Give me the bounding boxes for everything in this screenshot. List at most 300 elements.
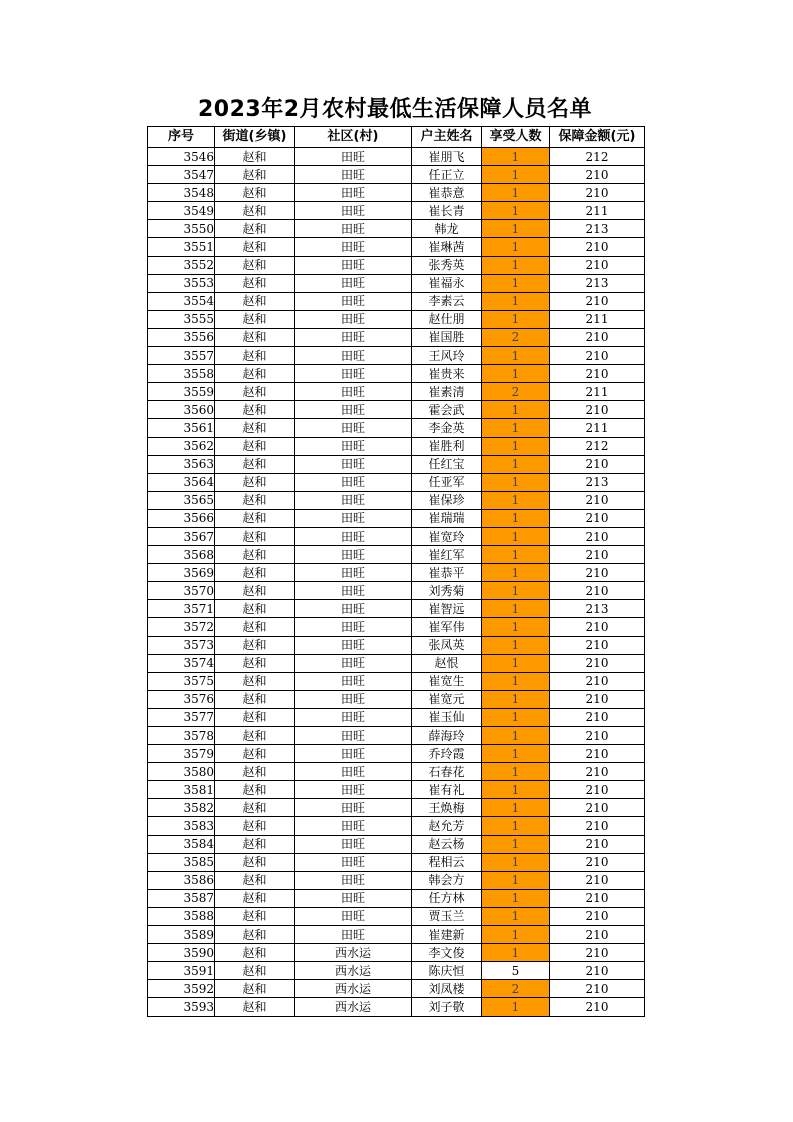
cell-beneficiary-count: 1	[482, 310, 550, 328]
cell-street: 赵和	[215, 817, 295, 835]
cell-village: 田旺	[295, 835, 412, 853]
cell-household-head: 崔军伟	[412, 618, 482, 636]
cell-beneficiary-count: 5	[482, 962, 550, 980]
cell-household-head: 薛海玲	[412, 727, 482, 745]
cell-household-head: 崔长青	[412, 202, 482, 220]
cell-seq: 3586	[148, 871, 215, 889]
cell-beneficiary-count: 1	[482, 238, 550, 256]
cell-street: 赵和	[215, 582, 295, 600]
cell-village: 田旺	[295, 166, 412, 184]
cell-street: 赵和	[215, 256, 295, 274]
cell-seq: 3577	[148, 708, 215, 726]
cell-street: 赵和	[215, 980, 295, 998]
table-row	[148, 672, 645, 690]
table-row	[148, 980, 645, 998]
cell-seq: 3560	[148, 401, 215, 419]
table-row	[148, 871, 645, 889]
cell-beneficiary-count: 1	[482, 256, 550, 274]
cell-street: 赵和	[215, 365, 295, 383]
cell-seq: 3588	[148, 907, 215, 925]
cell-seq: 3559	[148, 383, 215, 401]
cell-street: 赵和	[215, 546, 295, 564]
cell-household-head: 赵云杨	[412, 835, 482, 853]
table-row	[148, 365, 645, 383]
table-row	[148, 708, 645, 726]
cell-household-head: 王焕梅	[412, 799, 482, 817]
header-household-head: 户主姓名	[412, 127, 482, 148]
cell-street: 赵和	[215, 799, 295, 817]
table-row	[148, 799, 645, 817]
cell-seq: 3587	[148, 889, 215, 907]
cell-village: 田旺	[295, 853, 412, 871]
cell-beneficiary-count: 1	[482, 202, 550, 220]
cell-household-head: 张秀英	[412, 256, 482, 274]
cell-seq: 3552	[148, 256, 215, 274]
cell-beneficiary-count: 1	[482, 889, 550, 907]
cell-village: 田旺	[295, 202, 412, 220]
cell-street: 赵和	[215, 871, 295, 889]
cell-street: 赵和	[215, 238, 295, 256]
table-row	[148, 582, 645, 600]
cell-amount: 210	[550, 455, 645, 473]
cell-beneficiary-count: 1	[482, 292, 550, 310]
cell-amount: 210	[550, 238, 645, 256]
cell-village: 田旺	[295, 527, 412, 545]
cell-street: 赵和	[215, 835, 295, 853]
cell-beneficiary-count: 1	[482, 799, 550, 817]
header-amount: 保障金额(元)	[550, 127, 645, 148]
cell-street: 赵和	[215, 347, 295, 365]
cell-beneficiary-count: 1	[482, 600, 550, 618]
cell-household-head: 程相云	[412, 853, 482, 871]
cell-street: 赵和	[215, 292, 295, 310]
cell-beneficiary-count: 1	[482, 690, 550, 708]
cell-beneficiary-count: 1	[482, 419, 550, 437]
cell-amount: 211	[550, 383, 645, 401]
cell-beneficiary-count: 1	[482, 473, 550, 491]
cell-household-head: 崔胜利	[412, 437, 482, 455]
cell-household-head: 崔保珍	[412, 491, 482, 509]
cell-beneficiary-count: 2	[482, 980, 550, 998]
cell-beneficiary-count: 1	[482, 727, 550, 745]
cell-village: 西水运	[295, 944, 412, 962]
table-row	[148, 238, 645, 256]
cell-seq: 3568	[148, 546, 215, 564]
cell-amount: 210	[550, 889, 645, 907]
cell-amount: 210	[550, 926, 645, 944]
cell-amount: 213	[550, 473, 645, 491]
table-row	[148, 347, 645, 365]
table-row	[148, 148, 645, 166]
cell-seq: 3567	[148, 527, 215, 545]
cell-village: 田旺	[295, 727, 412, 745]
table-row	[148, 926, 645, 944]
cell-household-head: 崔建新	[412, 926, 482, 944]
cell-seq: 3569	[148, 564, 215, 582]
cell-household-head: 崔玉仙	[412, 708, 482, 726]
table-row	[148, 763, 645, 781]
cell-beneficiary-count: 1	[482, 347, 550, 365]
cell-village: 田旺	[295, 907, 412, 925]
cell-household-head: 崔宽元	[412, 690, 482, 708]
cell-amount: 210	[550, 546, 645, 564]
cell-village: 田旺	[295, 365, 412, 383]
cell-street: 赵和	[215, 763, 295, 781]
table-row	[148, 256, 645, 274]
cell-village: 田旺	[295, 799, 412, 817]
cell-village: 田旺	[295, 347, 412, 365]
cell-beneficiary-count: 1	[482, 148, 550, 166]
table-row	[148, 473, 645, 491]
cell-village: 田旺	[295, 220, 412, 238]
cell-street: 赵和	[215, 690, 295, 708]
cell-street: 赵和	[215, 274, 295, 292]
cell-amount: 210	[550, 184, 645, 202]
cell-seq: 3589	[148, 926, 215, 944]
table-row	[148, 274, 645, 292]
cell-street: 赵和	[215, 727, 295, 745]
cell-seq: 3553	[148, 274, 215, 292]
cell-street: 赵和	[215, 491, 295, 509]
table-row	[148, 889, 645, 907]
cell-village: 田旺	[295, 328, 412, 346]
cell-village: 田旺	[295, 582, 412, 600]
cell-village: 田旺	[295, 546, 412, 564]
cell-street: 赵和	[215, 564, 295, 582]
cell-street: 赵和	[215, 148, 295, 166]
table-row	[148, 564, 645, 582]
table-row	[148, 310, 645, 328]
table-row	[148, 745, 645, 763]
cell-seq: 3551	[148, 238, 215, 256]
cell-seq: 3546	[148, 148, 215, 166]
cell-street: 赵和	[215, 401, 295, 419]
cell-amount: 210	[550, 654, 645, 672]
cell-beneficiary-count: 1	[482, 708, 550, 726]
cell-village: 田旺	[295, 889, 412, 907]
table-row	[148, 944, 645, 962]
table-row	[148, 781, 645, 799]
cell-street: 赵和	[215, 889, 295, 907]
cell-village: 田旺	[295, 401, 412, 419]
cell-amount: 210	[550, 998, 645, 1016]
cell-street: 赵和	[215, 708, 295, 726]
cell-seq: 3547	[148, 166, 215, 184]
cell-beneficiary-count: 1	[482, 527, 550, 545]
roster-table	[147, 126, 645, 1017]
cell-beneficiary-count: 1	[482, 509, 550, 527]
cell-street: 赵和	[215, 672, 295, 690]
cell-household-head: 霍会武	[412, 401, 482, 419]
cell-beneficiary-count: 1	[482, 437, 550, 455]
cell-seq: 3570	[148, 582, 215, 600]
cell-household-head: 赵允芳	[412, 817, 482, 835]
cell-amount: 213	[550, 274, 645, 292]
cell-beneficiary-count: 1	[482, 365, 550, 383]
cell-beneficiary-count: 1	[482, 835, 550, 853]
cell-household-head: 李素云	[412, 292, 482, 310]
cell-household-head: 崔红军	[412, 546, 482, 564]
cell-household-head: 贾玉兰	[412, 907, 482, 925]
cell-street: 赵和	[215, 419, 295, 437]
cell-village: 田旺	[295, 600, 412, 618]
cell-amount: 212	[550, 148, 645, 166]
cell-seq: 3557	[148, 347, 215, 365]
roster-body	[148, 148, 645, 1017]
cell-beneficiary-count: 1	[482, 546, 550, 564]
cell-street: 赵和	[215, 166, 295, 184]
cell-seq: 3562	[148, 437, 215, 455]
cell-household-head: 王风玲	[412, 347, 482, 365]
cell-street: 赵和	[215, 636, 295, 654]
cell-seq: 3572	[148, 618, 215, 636]
cell-household-head: 崔宽生	[412, 672, 482, 690]
cell-seq: 3583	[148, 817, 215, 835]
cell-street: 赵和	[215, 654, 295, 672]
cell-household-head: 刘子敬	[412, 998, 482, 1016]
cell-seq: 3555	[148, 310, 215, 328]
cell-village: 田旺	[295, 473, 412, 491]
cell-village: 田旺	[295, 618, 412, 636]
cell-seq: 3575	[148, 672, 215, 690]
header-street: 街道(乡镇)	[215, 127, 295, 148]
cell-seq: 3550	[148, 220, 215, 238]
table-row	[148, 184, 645, 202]
cell-amount: 213	[550, 600, 645, 618]
table-row	[148, 419, 645, 437]
cell-seq: 3585	[148, 853, 215, 871]
cell-household-head: 李金英	[412, 419, 482, 437]
cell-amount: 210	[550, 509, 645, 527]
cell-amount: 210	[550, 944, 645, 962]
cell-seq: 3563	[148, 455, 215, 473]
table-row	[148, 817, 645, 835]
cell-amount: 210	[550, 745, 645, 763]
cell-street: 赵和	[215, 600, 295, 618]
cell-village: 西水运	[295, 980, 412, 998]
header-row	[148, 127, 645, 148]
cell-amount: 210	[550, 401, 645, 419]
cell-amount: 210	[550, 365, 645, 383]
cell-beneficiary-count: 1	[482, 491, 550, 509]
cell-village: 西水运	[295, 998, 412, 1016]
cell-beneficiary-count: 1	[482, 564, 550, 582]
cell-beneficiary-count: 1	[482, 817, 550, 835]
cell-beneficiary-count: 2	[482, 328, 550, 346]
cell-beneficiary-count: 1	[482, 763, 550, 781]
cell-village: 田旺	[295, 817, 412, 835]
cell-seq: 3561	[148, 419, 215, 437]
cell-seq: 3591	[148, 962, 215, 980]
table-row	[148, 600, 645, 618]
cell-household-head: 崔琳茜	[412, 238, 482, 256]
cell-seq: 3548	[148, 184, 215, 202]
cell-seq: 3549	[148, 202, 215, 220]
cell-seq: 3571	[148, 600, 215, 618]
table-row	[148, 455, 645, 473]
cell-street: 赵和	[215, 184, 295, 202]
cell-street: 赵和	[215, 926, 295, 944]
cell-household-head: 韩龙	[412, 220, 482, 238]
table-row	[148, 491, 645, 509]
cell-village: 田旺	[295, 184, 412, 202]
cell-village: 田旺	[295, 654, 412, 672]
cell-village: 田旺	[295, 672, 412, 690]
cell-seq: 3576	[148, 690, 215, 708]
cell-street: 赵和	[215, 328, 295, 346]
cell-beneficiary-count: 1	[482, 654, 550, 672]
cell-seq: 3556	[148, 328, 215, 346]
cell-household-head: 李文俊	[412, 944, 482, 962]
cell-street: 赵和	[215, 944, 295, 962]
cell-village: 田旺	[295, 455, 412, 473]
cell-amount: 210	[550, 781, 645, 799]
cell-village: 田旺	[295, 256, 412, 274]
cell-seq: 3573	[148, 636, 215, 654]
table-row	[148, 202, 645, 220]
cell-seq: 3564	[148, 473, 215, 491]
cell-street: 赵和	[215, 962, 295, 980]
cell-amount: 210	[550, 907, 645, 925]
cell-village: 田旺	[295, 509, 412, 527]
cell-beneficiary-count: 1	[482, 926, 550, 944]
cell-household-head: 崔瑞瑞	[412, 509, 482, 527]
cell-amount: 210	[550, 491, 645, 509]
cell-beneficiary-count: 1	[482, 907, 550, 925]
cell-seq: 3582	[148, 799, 215, 817]
cell-household-head: 崔恭平	[412, 564, 482, 582]
cell-village: 田旺	[295, 491, 412, 509]
cell-amount: 210	[550, 166, 645, 184]
cell-household-head: 崔福永	[412, 274, 482, 292]
cell-amount: 210	[550, 672, 645, 690]
table-row	[148, 546, 645, 564]
table-row	[148, 292, 645, 310]
cell-beneficiary-count: 1	[482, 672, 550, 690]
cell-beneficiary-count: 2	[482, 383, 550, 401]
cell-street: 赵和	[215, 202, 295, 220]
cell-village: 田旺	[295, 871, 412, 889]
cell-village: 田旺	[295, 238, 412, 256]
cell-village: 田旺	[295, 745, 412, 763]
cell-household-head: 赵仕朋	[412, 310, 482, 328]
cell-street: 赵和	[215, 455, 295, 473]
cell-amount: 210	[550, 618, 645, 636]
cell-amount: 213	[550, 220, 645, 238]
cell-beneficiary-count: 1	[482, 781, 550, 799]
table-row	[148, 962, 645, 980]
cell-street: 赵和	[215, 853, 295, 871]
cell-street: 赵和	[215, 437, 295, 455]
cell-household-head: 韩会方	[412, 871, 482, 889]
cell-village: 田旺	[295, 437, 412, 455]
cell-beneficiary-count: 1	[482, 166, 550, 184]
table-row	[148, 690, 645, 708]
cell-amount: 210	[550, 980, 645, 998]
cell-household-head: 赵恨	[412, 654, 482, 672]
table-row	[148, 527, 645, 545]
cell-beneficiary-count: 1	[482, 853, 550, 871]
cell-amount: 210	[550, 835, 645, 853]
header-beneficiary-count: 享受人数	[482, 127, 550, 148]
table-row	[148, 328, 645, 346]
cell-street: 赵和	[215, 618, 295, 636]
cell-amount: 211	[550, 310, 645, 328]
cell-street: 赵和	[215, 383, 295, 401]
page-title: 2023年2月农村最低生活保障人员名单	[197, 97, 593, 122]
header-seq: 序号	[148, 127, 215, 148]
cell-amount: 210	[550, 799, 645, 817]
cell-seq: 3554	[148, 292, 215, 310]
cell-seq: 3574	[148, 654, 215, 672]
cell-village: 田旺	[295, 292, 412, 310]
cell-beneficiary-count: 1	[482, 618, 550, 636]
cell-amount: 210	[550, 853, 645, 871]
cell-village: 田旺	[295, 148, 412, 166]
cell-street: 赵和	[215, 745, 295, 763]
cell-amount: 210	[550, 256, 645, 274]
cell-household-head: 崔素清	[412, 383, 482, 401]
cell-village: 田旺	[295, 383, 412, 401]
cell-street: 赵和	[215, 907, 295, 925]
cell-household-head: 刘凤楼	[412, 980, 482, 998]
cell-beneficiary-count: 1	[482, 998, 550, 1016]
table-row	[148, 166, 645, 184]
cell-seq: 3592	[148, 980, 215, 998]
cell-amount: 211	[550, 419, 645, 437]
cell-seq: 3558	[148, 365, 215, 383]
cell-amount: 210	[550, 962, 645, 980]
table-row	[148, 618, 645, 636]
cell-seq: 3579	[148, 745, 215, 763]
table-row	[148, 727, 645, 745]
cell-seq: 3590	[148, 944, 215, 962]
cell-seq: 3584	[148, 835, 215, 853]
cell-household-head: 任正立	[412, 166, 482, 184]
cell-village: 田旺	[295, 781, 412, 799]
cell-street: 赵和	[215, 527, 295, 545]
cell-village: 田旺	[295, 636, 412, 654]
cell-amount: 211	[550, 202, 645, 220]
cell-village: 田旺	[295, 310, 412, 328]
cell-household-head: 任红宝	[412, 455, 482, 473]
table-row	[148, 383, 645, 401]
cell-beneficiary-count: 1	[482, 184, 550, 202]
cell-beneficiary-count: 1	[482, 944, 550, 962]
cell-seq: 3566	[148, 509, 215, 527]
cell-street: 赵和	[215, 310, 295, 328]
table-row	[148, 636, 645, 654]
cell-amount: 210	[550, 708, 645, 726]
cell-amount: 210	[550, 527, 645, 545]
cell-amount: 210	[550, 690, 645, 708]
cell-street: 赵和	[215, 998, 295, 1016]
cell-household-head: 崔恭意	[412, 184, 482, 202]
cell-amount: 210	[550, 871, 645, 889]
cell-household-head: 张凤英	[412, 636, 482, 654]
cell-village: 田旺	[295, 274, 412, 292]
cell-street: 赵和	[215, 781, 295, 799]
table-row	[148, 437, 645, 455]
table-row	[148, 654, 645, 672]
cell-village: 西水运	[295, 962, 412, 980]
cell-household-head: 石春花	[412, 763, 482, 781]
cell-village: 田旺	[295, 419, 412, 437]
cell-beneficiary-count: 1	[482, 401, 550, 419]
cell-beneficiary-count: 1	[482, 582, 550, 600]
cell-beneficiary-count: 1	[482, 871, 550, 889]
cell-household-head: 崔有礼	[412, 781, 482, 799]
